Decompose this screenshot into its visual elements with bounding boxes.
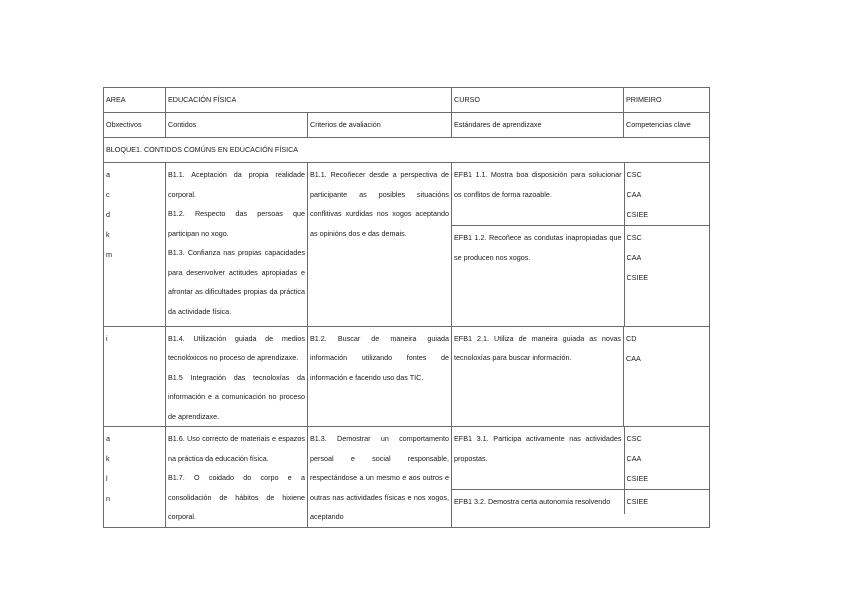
col-contents: Contidos — [166, 113, 308, 138]
curriculum-table — [103, 87, 710, 528]
competence-item: CSIEE — [626, 210, 649, 219]
standards-cell — [452, 427, 710, 528]
standard-text: EFB1 2.1. Utiliza de maneira guiada as novas tecnoloxías para buscar información. — [452, 326, 624, 427]
competence-item: CSC — [626, 434, 642, 443]
contents-cell — [166, 427, 308, 528]
competences-cell — [624, 163, 710, 226]
competence-item: CAA — [626, 454, 642, 463]
content-item: B1.5 Integración das tecnoloxías da información e a comunicación no proceso de aprendizaxe. — [168, 372, 305, 421]
course-label: CURSO — [452, 88, 624, 113]
standard-text: EFB1 3.1. Participa activamente nas actividades propostas. — [452, 427, 624, 490]
competence-item: CSC — [626, 233, 642, 242]
standard-text: EFB1 1.1. Mostra boa disposición para solucionar os conflitos de forma razoable. — [452, 163, 624, 226]
competence-item: CAA — [626, 190, 642, 199]
contents-cell — [166, 326, 308, 427]
col-objectives: Obxectivos — [104, 113, 166, 138]
col-competences: Competencias clave — [624, 113, 710, 138]
criteria-cell: B1.2. Buscar de maneira guiada información utilizando fontes de información e facendo uso das TIC. — [308, 326, 452, 427]
objective-item: a — [106, 434, 110, 443]
competences-cell — [624, 427, 710, 490]
competences-cell — [624, 490, 710, 514]
contents-cell — [166, 163, 308, 327]
objective-item: l — [106, 474, 108, 483]
objectives-cell — [104, 163, 166, 327]
content-item: B1.6. Uso correcto de materiais e espazos na práctica da educación física. — [168, 434, 305, 463]
content-item: B1.2. Respecto das persoas que participan no xogo. — [168, 209, 305, 238]
objective-item: k — [106, 454, 110, 463]
objectives-cell — [104, 326, 166, 427]
competence-item: CSIEE — [626, 497, 649, 506]
competence-item: CSIEE — [626, 273, 649, 282]
objective-item: a — [106, 170, 110, 179]
content-item: B1.7. O coidado do corpo e a consolidación de hábitos de hixiene corporal. — [168, 473, 305, 521]
standards-cell — [452, 163, 710, 327]
competences-cell — [624, 326, 710, 427]
criteria-cell — [308, 427, 452, 528]
col-standards: Estándares de aprendizaxe — [452, 113, 624, 138]
objective-item: i — [106, 333, 108, 343]
content-item: B1.4. Utilización guiada de medios tecnolóxicos no proceso de aprendizaxe. — [168, 333, 305, 362]
objective-item: m — [106, 250, 112, 259]
table-row — [104, 326, 710, 427]
criteria-text: B1.3. Demostrar un comportamento persoal e social responsable, respectándose a un mesmo e aos outros e outras nas actividades físicas e nos xogos, aceptando — [310, 434, 450, 521]
area-value: EDUCACIÓN FÍSICA — [166, 88, 452, 113]
competence-item: CD — [626, 333, 637, 343]
block-title-row — [104, 138, 710, 163]
course-value: PRIMEIRO — [624, 88, 710, 113]
objective-item: n — [106, 494, 110, 503]
content-item: B1.1. Aceptación da propia realidade corporal. — [168, 170, 305, 199]
competence-item: CAA — [626, 253, 642, 262]
standard-text: EFB1 1.2. Recoñece as condutas inapropiadas que se producen nos xogos. — [452, 226, 624, 326]
objective-item: c — [106, 190, 110, 199]
area-label: AREA — [104, 88, 166, 113]
header-row — [104, 88, 710, 113]
table-row — [104, 427, 710, 528]
competences-cell — [624, 226, 710, 326]
competence-item: CSC — [626, 170, 642, 179]
table-row — [104, 163, 710, 327]
competence-item: CSIEE — [626, 474, 649, 483]
competence-item: CAA — [626, 353, 641, 363]
objective-item: k — [106, 230, 110, 239]
block-title: BLOQUE1. CONTIDOS COMÚNS EN EDUCACIÓN FÍSICA — [104, 138, 710, 163]
content-item: B1.3. Confianza nas propias capacidades para desenvolver actitudes apropiadas e afrontar as dificultades propias da práctica da actividade física. — [168, 248, 305, 316]
objective-item: d — [106, 210, 110, 219]
standard-text: EFB1 3.2. Demostra certa autonomía resolvendo — [452, 490, 624, 514]
col-criteria: Criterios de avaliación — [308, 113, 452, 138]
criteria-cell: B1.1. Recoñecer desde a perspectiva de participante as posibles situacións conflitivas xurdidas nos xogos aceptando as opinións dos e das demais. — [308, 163, 452, 327]
objectives-cell — [104, 427, 166, 528]
column-header-row — [104, 113, 710, 138]
